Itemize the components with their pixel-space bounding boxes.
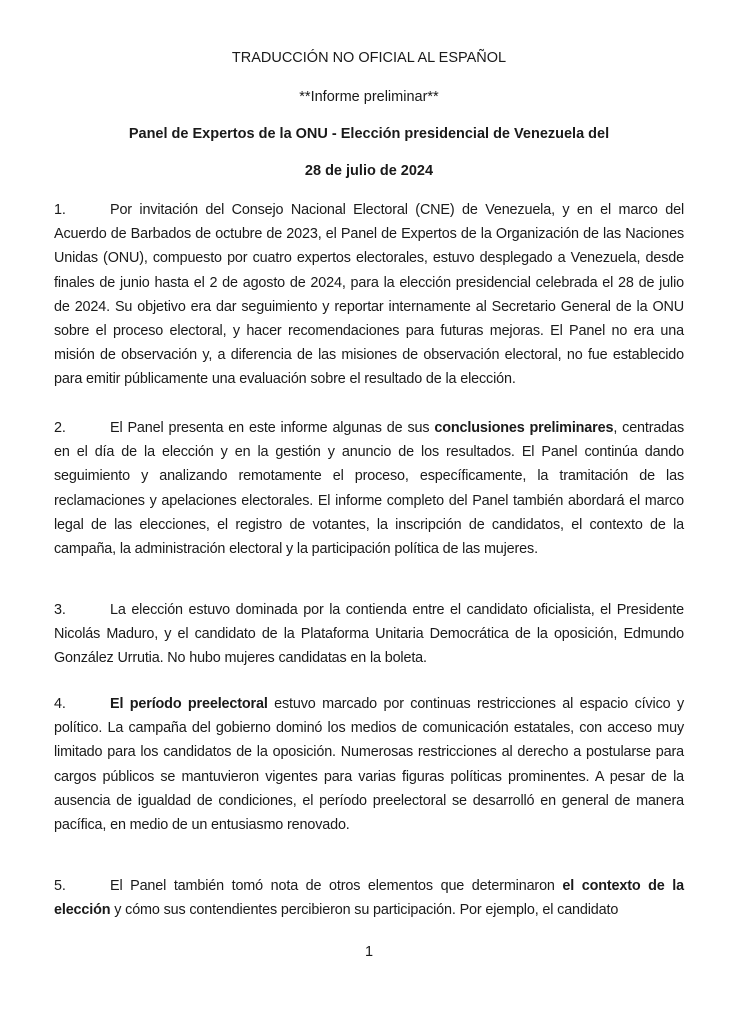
paragraph-4 bbox=[54, 692, 684, 837]
page-number: 1 bbox=[364, 944, 374, 960]
paragraph-number: 3. bbox=[54, 602, 66, 618]
report-type: **Informe preliminar** bbox=[299, 89, 439, 105]
paragraph-text: estuvo marcado por continuas restricciones al espacio cívico y político. La campaña del gobierno dominó los medios de comunicación estatales, con acceso muy limitado para los candidatos de la oposición. Numerosas restricciones al derecho a postularse para cargos públicos se mantuvieron vigentes para varias figuras políticas prominentes. A pesar de la ausencia de igualdad de condiciones, el período preelectoral se desarrolló en general de manera pacífica, en medio de un entusiasmo renovado. bbox=[54, 696, 684, 834]
paragraph-1 bbox=[54, 198, 684, 392]
document-title-line2: 28 de julio de 2024 bbox=[304, 163, 434, 179]
paragraph-text: , centradas en el día de la elección y en la gestión y anuncio de los resultados. El Panel continúa dando seguimiento y analizando remotamente el proceso, específicamente, la tramitación de las reclamaciones y apelaciones electorales. El informe completo del Panel también abordará el marco legal de las elecciones, el registro de votantes, la inscripción de candidatos, el contexto de la campaña, la administración electoral y la participación política de las mujeres. bbox=[54, 420, 684, 558]
paragraph-number: 2. bbox=[54, 420, 66, 436]
paragraph-number: 1. bbox=[54, 202, 66, 218]
paragraph-2 bbox=[54, 416, 684, 561]
paragraph-emphasis: el contexto de la elección bbox=[54, 878, 684, 919]
paragraph-text: Por invitación del Consejo Nacional Electoral (CNE) de Venezuela, y en el marco del Acuerdo de Barbados de octubre de 2023, el Panel de Expertos de la Organización de las Naciones Unidas (ONU), compuesto por cuatro expertos electorales, estuvo desplegado a Venezuela, desde finales de junio hasta el 2 de agosto de 2024, para la elección presidencial celebrada el 28 de julio de 2024. Su objetivo era dar seguimiento y reportar internamente al Secretario General de la ONU sobre el proceso electoral, y hacer recomendaciones para futuras mejoras. El Panel no era una misión de observación y, a diferencia de las misiones de observación electoral, no fue establecido para emitir públicamente una evaluación sobre el resultado de la elección. bbox=[54, 202, 684, 388]
paragraph-emphasis: El período preelectoral bbox=[110, 696, 268, 712]
paragraph-5 bbox=[54, 874, 684, 922]
document-title-line1: Panel de Expertos de la ONU - Elección presidencial de Venezuela del bbox=[128, 126, 610, 142]
paragraph-number: 4. bbox=[54, 696, 66, 712]
translation-note: TRADUCCIÓN NO OFICIAL AL ESPAÑOL bbox=[231, 50, 507, 66]
paragraph-number: 5. bbox=[54, 878, 66, 894]
paragraph-text: y cómo sus contendientes percibieron su participación. Por ejemplo, el candidato bbox=[110, 902, 619, 919]
paragraph-text: La elección estuvo dominada por la contienda entre el candidato oficialista, el Presidente Nicolás Maduro, y el candidato de la Plataforma Unitaria Democrática de la oposición, Edmundo González Urrutia. No hubo mujeres candidatas en la boleta. bbox=[54, 602, 684, 667]
paragraph-text: El Panel también tomó nota de otros elementos que determinaron bbox=[110, 878, 563, 894]
paragraph-3 bbox=[54, 598, 684, 671]
paragraph-text: El Panel presenta en este informe algunas de sus bbox=[110, 420, 435, 436]
paragraph-emphasis: conclusiones preliminares bbox=[434, 420, 614, 436]
